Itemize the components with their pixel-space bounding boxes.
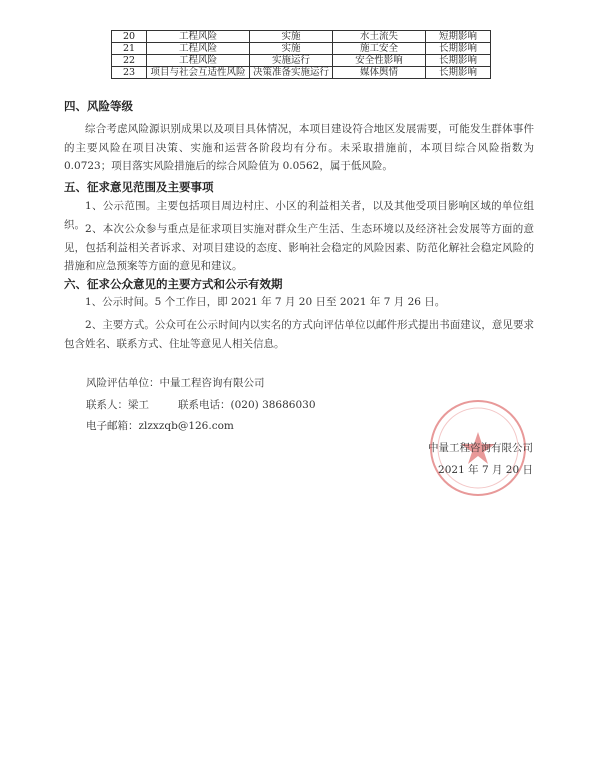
signature-date: 2021 年 7 月 20 日 — [438, 464, 533, 476]
contact-unit: 风险评估单位：中量工程咨询有限公司 — [86, 377, 265, 389]
table-cell-factor: 施工安全 — [333, 43, 426, 55]
risk-table — [111, 30, 491, 79]
section-5-paragraph-1: 1、公示范围。主要包括项目周边村庄、小区的利益相关者，以及其他受项目影响区域的单位组织。 — [64, 200, 534, 231]
table-row — [112, 43, 491, 55]
table-row — [112, 67, 491, 79]
table-row — [112, 31, 491, 43]
section-5-title: 五、征求意见范围及主要事项 — [64, 180, 214, 194]
table-cell-impact: 长期影响 — [426, 55, 491, 67]
table-cell-category: 工程风险 — [147, 31, 250, 43]
contact-email: 电子邮箱：zlzxzqb@126.com — [86, 420, 234, 432]
signature-company: 中量工程咨询有限公司 — [428, 442, 533, 454]
table-cell-category: 工程风险 — [147, 55, 250, 67]
table-row — [112, 55, 491, 67]
section-4-title: 四、风险等级 — [64, 99, 133, 113]
section-6-title: 六、征求公众意见的主要方式和公示有效期 — [64, 277, 283, 291]
section-6-paragraph-1: 1、公示时间。5 个工作日，即 2021 年 7 月 20 日至 2021 年 7 月 26 日。 — [85, 296, 446, 308]
contact-person: 联系人：梁工 — [86, 399, 149, 411]
section-4-paragraph: 综合考虑风险源识别成果以及项目具体情况，本项目建设符合地区发展需要，可能发生群体事件的主要风险在项目决策、实施和运营各阶段均有分布。未采取措施前，本项目综合风险指数为 0.0723；项目落实风险措施后的综合风险值为 0.0562，属于低风险。 — [64, 123, 534, 172]
table-cell-impact: 长期影响 — [426, 67, 491, 79]
table-cell-no: 22 — [112, 55, 147, 67]
section-5-paragraph-2: 2、本次公众参与重点是征求项目实施对群众生产生活、生态环境以及经济社会发展等方面的意见，包括利益相关者诉求、对项目建设的态度、影响社会稳定的风险因素、防范化解社会稳定风险的措施和应急预案等方面的意见和建议。 — [64, 223, 534, 272]
contact-phone: 联系电话：(020) 38686030 — [178, 399, 316, 411]
table-cell-factor: 水土流失 — [333, 31, 426, 43]
table-cell-no: 21 — [112, 43, 147, 55]
table-cell-factor: 媒体舆情 — [333, 67, 426, 79]
table-cell-impact: 长期影响 — [426, 43, 491, 55]
risk-table-body — [112, 31, 491, 79]
table-cell-stage: 实施运行 — [250, 55, 333, 67]
table-cell-stage: 实施 — [250, 31, 333, 43]
table-cell-stage: 决策准备实施运行 — [250, 67, 333, 79]
table-cell-stage: 实施 — [250, 43, 333, 55]
table-cell-category: 项目与社会互适性风险 — [147, 67, 250, 79]
table-cell-factor: 安全性影响 — [333, 55, 426, 67]
table-cell-no: 23 — [112, 67, 147, 79]
table-cell-impact: 短期影响 — [426, 31, 491, 43]
table-cell-no: 20 — [112, 31, 147, 43]
table-cell-category: 工程风险 — [147, 43, 250, 55]
section-6-paragraph-2: 2、主要方式。公众可在公示时间内以实名的方式向评估单位以邮件形式提出书面建议，意见要求包含姓名、联系方式、住址等意见人相关信息。 — [64, 319, 534, 350]
